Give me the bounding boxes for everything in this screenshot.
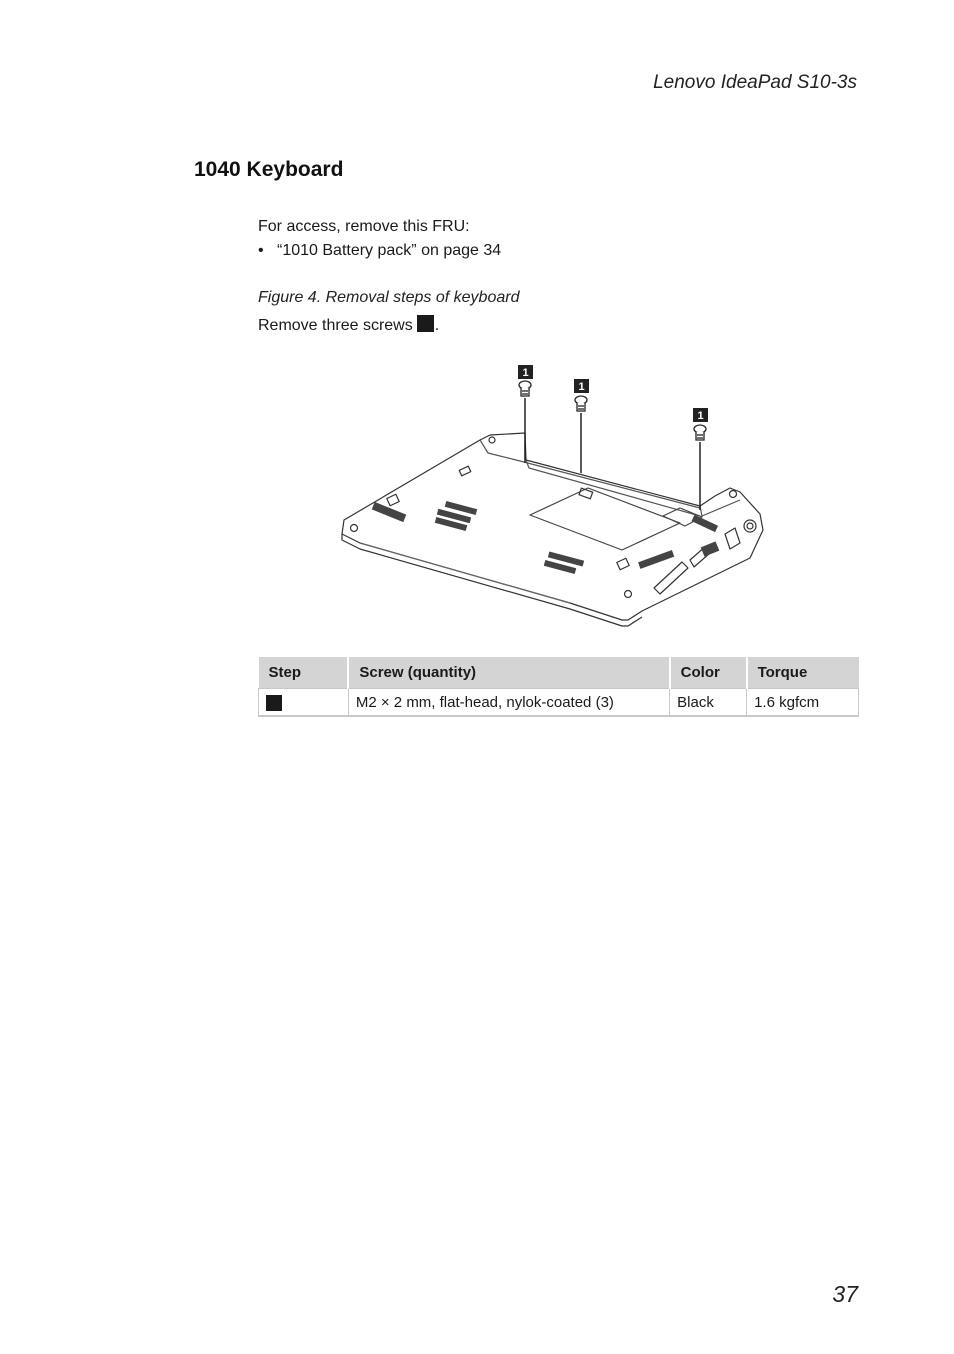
callout-marker-2: [574, 379, 589, 393]
callout-marker-3: [693, 408, 708, 422]
screw-table: [258, 657, 859, 717]
color-cell: Black: [670, 689, 747, 717]
laptop-bottom-illustration: [330, 358, 790, 628]
header-screw: Screw (quantity): [348, 657, 669, 689]
page-number: 37: [832, 1281, 858, 1307]
prerequisite-list-item: [258, 242, 501, 260]
table-row: [259, 689, 859, 717]
running-header: Lenovo IdeaPad S10-3s: [653, 72, 857, 93]
figure-caption: Figure 4. Removal steps of keyboard: [258, 289, 520, 306]
header-torque: Torque: [747, 657, 859, 689]
header-step: Step: [259, 657, 349, 689]
screw-icon: [694, 425, 706, 440]
screw-cell: M2 × 2 mm, flat-head, nylok-coated (3): [348, 689, 669, 717]
removal-instruction: [258, 315, 439, 335]
access-intro: For access, remove this FRU:: [258, 218, 470, 235]
header-color: Color: [670, 657, 747, 689]
step-cell: [259, 689, 349, 717]
bullet-icon: •: [258, 242, 264, 259]
section-title: 1040 Keyboard: [194, 158, 344, 181]
svg-text:1: 1: [522, 367, 529, 379]
step-1-marker-icon: [266, 695, 282, 711]
prerequisite-link[interactable]: “1010 Battery pack” on page 34: [277, 242, 502, 259]
screw-icon: [519, 381, 531, 396]
svg-text:1: 1: [578, 381, 585, 393]
svg-text:1: 1: [697, 410, 704, 422]
callout-marker-1: [518, 365, 533, 379]
step-1-marker-icon: [417, 315, 434, 332]
table-header-row: [259, 657, 859, 689]
torque-cell: 1.6 kgfcm: [747, 689, 859, 717]
instruction-end: .: [434, 317, 440, 334]
instruction-text: Remove three screws: [258, 317, 413, 334]
screw-icon: [575, 396, 587, 411]
